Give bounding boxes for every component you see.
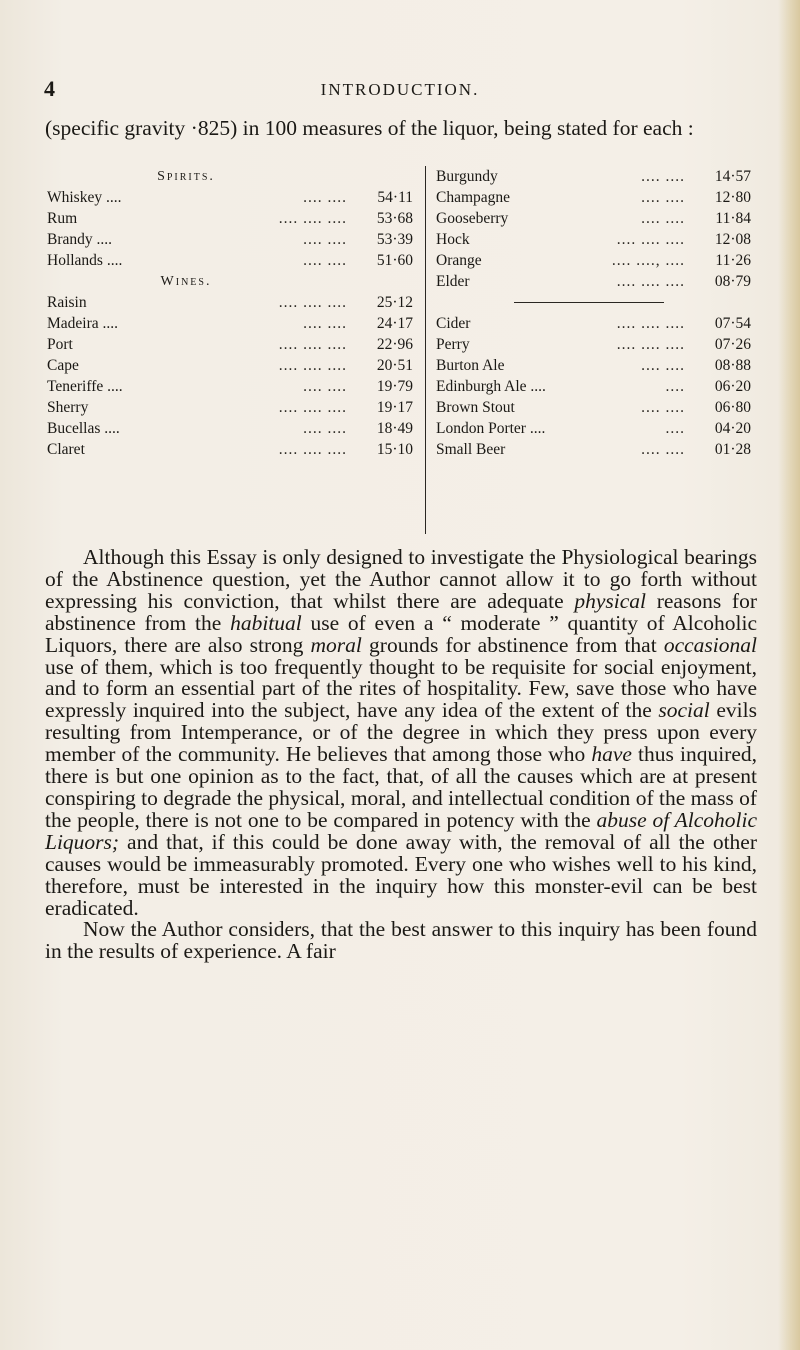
leader-dots: .... .... (303, 189, 347, 206)
gravity-value: 06·20 (714, 378, 751, 395)
leader-dots: .... .... (303, 252, 347, 269)
liquor-name: Perry (436, 336, 470, 353)
leader-dots: .... .... (303, 420, 347, 437)
table-row (45, 229, 417, 250)
gravity-value: 53·68 (376, 210, 413, 227)
gravity-value: 12·08 (714, 231, 751, 248)
gravity-value: 20·51 (376, 357, 413, 374)
table-row (434, 229, 755, 250)
leader-dots: .... .... .... (278, 336, 347, 353)
running-head: INTRODUCTION. (320, 80, 480, 99)
leader-dots: .... .... .... (616, 273, 685, 290)
emphasized-text: occasional (663, 632, 757, 657)
text-run: use of even a “ moderate ” quantity of Alcoholic Liquors, there are also strong (45, 610, 757, 657)
liquor-name: Sherry (47, 399, 89, 416)
table-section-heading: Wines. (160, 274, 212, 289)
liquor-name: Cider (436, 315, 471, 332)
gravity-value: 07·54 (714, 315, 751, 332)
table-row (434, 313, 755, 334)
table-row (434, 418, 755, 439)
gravity-value: 04·20 (714, 420, 751, 437)
liquor-name: Champagne (436, 189, 511, 206)
liquor-name: Bucellas .... (47, 420, 120, 437)
gravity-value: 54·11 (377, 189, 413, 206)
emphasized-text: have (591, 742, 632, 767)
gravity-value: 24·17 (376, 315, 413, 332)
gravity-value: 07·26 (714, 336, 751, 353)
leader-dots: .... (665, 420, 685, 437)
table-row (434, 439, 755, 460)
liquor-name: Orange (436, 252, 482, 269)
liquor-name: Edinburgh Ale .... (436, 378, 546, 395)
gravity-value: 53·39 (376, 231, 413, 248)
leader-dots: .... .... (641, 357, 685, 374)
liquor-name: Whiskey .... (47, 189, 122, 206)
table-row (434, 334, 755, 355)
leader-dots: .... .... .... (278, 357, 347, 374)
table-row (45, 208, 417, 229)
liquor-name: Port (47, 336, 73, 353)
table-row (434, 187, 755, 208)
liquor-name: Claret (47, 441, 85, 458)
leader-dots: .... .... .... (278, 210, 347, 227)
gravity-value: 15·10 (376, 441, 413, 458)
leader-dots: .... ...., .... (611, 252, 685, 269)
page-number: 4 (44, 76, 55, 101)
leader-dots: .... .... (641, 210, 685, 227)
liquor-name: Brandy .... (47, 231, 113, 248)
liquor-name: Elder (436, 273, 470, 290)
leader-dots: .... .... (641, 399, 685, 416)
table-row (434, 397, 755, 418)
emphasized-text: social (658, 698, 710, 723)
intro-paragraph: (specific gravity ·825) in 100 measures of the liquor, being stated for each : (45, 116, 694, 140)
leader-dots: .... .... .... (616, 231, 685, 248)
liquor-name: London Porter .... (436, 420, 546, 437)
text-run: reasons for abstinence from the (45, 588, 757, 635)
gravity-value: 19·17 (376, 399, 413, 416)
table-section-heading: Spirits. (157, 169, 215, 184)
gravity-value: 14·57 (714, 168, 751, 185)
liquor-name: Hock (436, 231, 470, 248)
leader-dots: .... .... .... (278, 399, 347, 416)
table-row (45, 334, 417, 355)
table-left-column (45, 166, 417, 460)
gravity-value: 08·88 (714, 357, 751, 374)
text-run: grounds for abstinence from that (361, 632, 664, 657)
table-row (434, 166, 755, 187)
gravity-value: 11·26 (715, 252, 751, 269)
table-column-divider (425, 166, 426, 534)
gravity-value: 22·96 (376, 336, 413, 353)
gravity-value: 01·28 (714, 441, 751, 458)
liquor-name: Madeira .... (47, 315, 119, 332)
leader-dots: .... .... .... (278, 441, 347, 458)
gravity-value: 19·79 (376, 378, 413, 395)
text-run: Although this Essay is only designed to investigate the Physiological bearings of the Abstinence question, yet the Author cannot allow it to go forth without expressing his conviction, that whilst there are adequate (45, 545, 757, 613)
emphasized-text: abuse of Alcoholic Liquors; (45, 807, 757, 854)
text-run: thus inquired, there is but one opinion as to the fact, that, of all the causes which are at present conspiring to degrade the physical, moral, and intellectual condition of the mass of the people, there is not one to be compared in potency with the (45, 742, 757, 832)
table-row (45, 250, 417, 271)
leader-dots: .... .... .... (616, 336, 685, 353)
text-run: use of them, which is too frequently thought to be requisite for social enjoyment, and to form an essential part of the rites of hospitality. Few, save those who have expressly inquired into the subject, have any idea of the extent of the (45, 654, 757, 723)
table-row (434, 376, 755, 397)
liquor-name: Brown Stout (436, 399, 515, 416)
leader-dots: .... .... (303, 315, 347, 332)
gravity-table (45, 166, 755, 534)
emphasized-text: moral (310, 632, 362, 657)
gravity-value: 08·79 (714, 273, 751, 290)
liquor-name: Burton Ale (436, 357, 505, 374)
table-row (45, 439, 417, 460)
table-row (434, 355, 755, 376)
liquor-name: Raisin (47, 294, 87, 311)
table-row (45, 418, 417, 439)
table-row (45, 187, 417, 208)
table-row (434, 271, 755, 292)
gravity-value: 25·12 (376, 294, 413, 311)
paragraph-answer: Now the Author considers, that the best answer to this inquiry has been found in the results of experience. A fair (45, 917, 757, 964)
liquor-name: Teneriffe .... (47, 378, 123, 395)
liquor-name: Gooseberry (436, 210, 509, 227)
leader-dots: .... .... (641, 168, 685, 185)
liquor-name: Rum (47, 210, 78, 227)
liquor-name: Small Beer (436, 441, 506, 458)
table-row (45, 355, 417, 376)
text-run: evils resulting from Intemperance, or of the degree in which they press upon every member of the community. He believes that among those who (45, 698, 757, 767)
leader-dots: .... .... .... (278, 294, 347, 311)
leader-dots: .... (665, 378, 685, 395)
gravity-value: 18·49 (376, 420, 413, 437)
table-group-divider (434, 292, 755, 313)
body-text (45, 547, 757, 963)
paragraph-abstinence (45, 547, 757, 919)
leader-dots: .... .... .... (616, 315, 685, 332)
emphasized-text: physical (574, 588, 646, 613)
table-right-column (434, 166, 755, 460)
table-row (45, 292, 417, 313)
emphasized-text: habitual (230, 610, 302, 635)
table-row (434, 208, 755, 229)
liquor-name: Burgundy (436, 168, 498, 185)
text-run: and that, if this could be done away with, the removal of all the other causes would be immeasurably promoted. Every one who wishes well to his kind, therefore, must be interested in the inquiry how this monster-evil can be best eradicated. (45, 829, 757, 920)
table-row (45, 313, 417, 334)
liquor-name: Cape (47, 357, 79, 374)
table-row (45, 376, 417, 397)
gravity-value: 51·60 (376, 252, 413, 269)
leader-dots: .... .... (641, 189, 685, 206)
table-row (45, 397, 417, 418)
gravity-value: 06·80 (714, 399, 751, 416)
leader-dots: .... .... (641, 441, 685, 458)
table-row (434, 250, 755, 271)
leader-dots: .... .... (303, 231, 347, 248)
gravity-value: 12·80 (714, 189, 751, 206)
liquor-name: Hollands .... (47, 252, 123, 269)
gravity-value: 11·84 (715, 210, 751, 227)
leader-dots: .... .... (303, 378, 347, 395)
page-edge-stain (778, 0, 800, 1350)
